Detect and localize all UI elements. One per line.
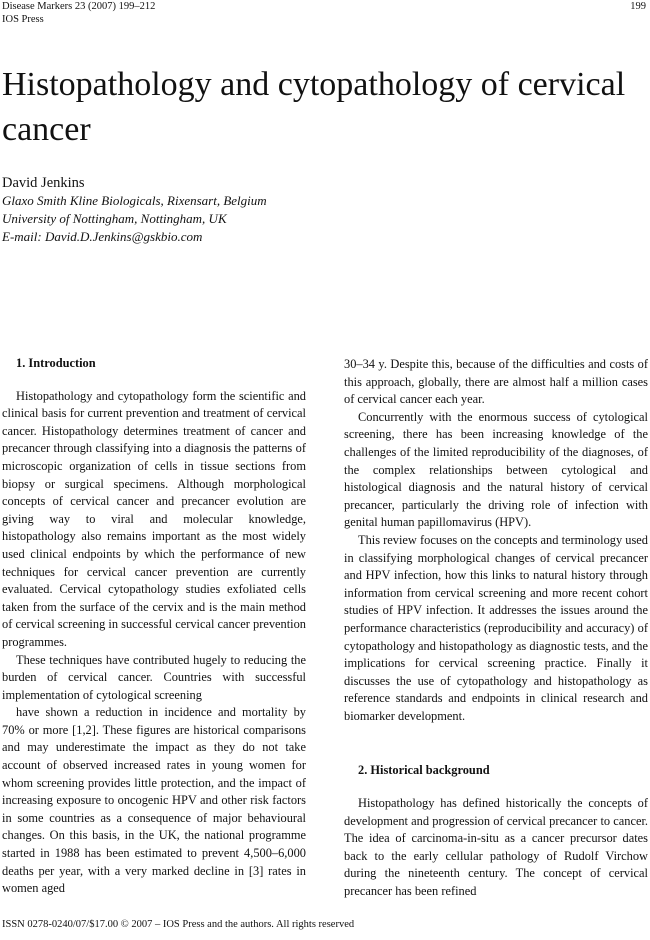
publisher-name: IOS Press	[2, 13, 44, 25]
right-column	[344, 356, 648, 901]
section-heading-introduction: 1. Introduction	[16, 356, 96, 370]
affiliation-university: University of Nottingham, Nottingham, UK	[2, 211, 227, 226]
copyright-footer: ISSN 0278-0240/07/$17.00 © 2007 – IOS Press and the authors. All rights reserved	[2, 919, 355, 930]
page-number: 199	[630, 1, 646, 12]
author-email: E-mail: David.D.Jenkins@gskbio.com	[2, 229, 203, 244]
paragraph-continued: 30–34 y. Despite this, because of the difficulties and costs of this approach, globally, there are almost half a million cases of cervical cancer each year.	[344, 357, 648, 407]
journal-citation: Disease Markers 23 (2007) 199–212	[2, 1, 156, 12]
paragraph: Histopathology and cytopathology form the scientific and clinical basis for current prevention and treatment of cervical cancer. Histopathology determines treatment of cancer and precancer through classifying into a diagnosis the patterns of microscopic organization of cells in tissue sections from biopsy or surgical specimens. Although morphological concepts of cervical cancer and precancer evolution are giving way to viral and molecular knowledge, histopathology also remains important as the most widely used clinical endpoints by which the performance of new techniques for cervical cancer prevention are currently evaluated. Cervical cytopathology studies exfoliated cells taken from the surface of the cervix and is the main method of cervical screening in successful cervical cancer prevention programmes.	[2, 388, 306, 649]
affiliation-company: Glaxo Smith Kline Biologicals, Rixensart, Belgium	[2, 193, 267, 208]
paragraph: Histopathology has defined historically the concepts of development and progression of cervical precancer to cancer. The idea of carcinoma-in-situ as a cancer precursor dates back to the early cellular pathology of Rudolf Virchow during the nineteenth century. The concept of cervical precancer has been refined	[344, 796, 648, 899]
author-name: David Jenkins	[2, 175, 85, 191]
section-heading-historical-background: 2. Historical background	[358, 763, 490, 778]
paragraph: This review focuses on the concepts and terminology used in classifying morphological changes of cervical precancer and HPV infection, how this links to natural history through information from cervical screening and more recent cohort studies of HPV infection. It addresses the issues around the performance characteristics (reproducibility and accuracy) of cytopathology and histopathology as diagnostic tests, and the implications for cervical screening practice. Finally it discusses the use of cytopathology and histopathology as reference standards and endpoints in clinical research and biomarker development.	[344, 532, 648, 723]
paragraph: Concurrently with the enormous success of cytological screening, there has been increasing knowledge of the challenges of the limited reproducibility of the diagnoses, of the complex relationships between cytological and histological diagnosis and the natural history of cervical precancer, particularly the driving role of infection with genital human papillomavirus (HPV).	[344, 409, 648, 530]
paragraph: These techniques have contributed hugely to reducing the burden of cervical cancer. Countries with successful implementation of cytological screening	[2, 652, 306, 702]
paragraph: have shown a reduction in incidence and mortality by 70% or more [1,2]. These figures are historical comparisons and may underestimate the impact as they do not take account of observed increased rates in young women for whom screening provides little protection, and the impact of increasing exposure to oncogenic HPV and other risk factors in some countries as a consequence of major behavioural changes. On this basis, in the UK, the national programme started in 1988 has been estimated to prevent 4,500–6,000 deaths per year, with a very marked decline in [3] rates in women aged	[2, 705, 306, 896]
article-title: Histopathology and cytopathology of cervical cancer	[2, 66, 626, 148]
journal-header	[2, 1, 155, 26]
left-column	[2, 355, 306, 898]
